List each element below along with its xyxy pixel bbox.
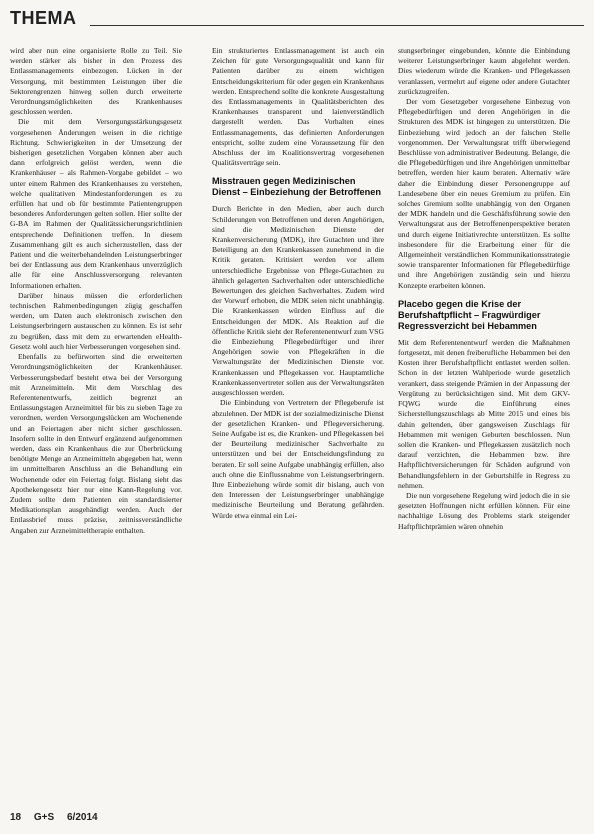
paragraph: Durch Berichte in den Medien, aber auch durch Schilderungen von Betroffenen und deren Angehörigen, sind die Medizinischen Dienste der Krankenversicherung (MDK), ihre Gutachten und ihre Beteiligung an den Krankenkassen zunehmend in die Kritik geraten. Kritisiert werden vor allem unterschiedliche Ergebnisse von Pflege-Gutachten zu ähnlich gelagerten Sachverhalten oder unterschiedliche Bewertungen des gleichen Sachverhaltes. Zudem wird der Vorwurf erhoben, die MDK seien nicht unabhängig. Die Krankenkassen würden Einfluss auf die Entscheidungen der MDK. Als Reaktion auf die öffentliche Kritik sieht der Referentenentwurf zum VSG die Einbeziehung Pflegebedürftiger und ihrer Angehörigen sowie von Pflegekräften in die Verwaltungsräte der Medizinischen Dienste vor. Krankenkassen und Pflegekassen vor. Hauptamtliche Krankenkassenvertreter sollen aus der Verwaltungsräten ausgeschlossen werden. <box>212 204 384 398</box>
section-heading: Misstrauen gegen Medizinischen Dienst – Einbeziehung der Betroffenen <box>212 176 381 198</box>
magazine-name: G+S <box>33 812 55 823</box>
paragraph: Der vom Gesetzgeber vorgesehene Einbezug von Pflegebedürftigen und deren Angehörigen in die Strukturen des MDK ist hingegen zu unterstützen. Die Einbeziehung wird jedoch an der falschen Stelle vorgenommen. Der Verwaltungsrat trifft überwiegend Beschlüsse von administrativer Bedeutung. Belange, die die Pflegebedürftigen und ihre Angehörigen unmittelbar betreffen, werden hier kaum beraten. Alternativ wäre daher die Einbindung dieser Personengruppe auf Landesebene über ein neues Gremium zu prüfen. Ein solches Gremium sollte unabhängig von den Organen der MDK handeln und die Geschäftsführung sowie den Verwaltungsrat aus der Betroffenenperspektive beraten und durch eigene Initiativrechte unterstützen. Es sollte insbesondere für die Erarbeitung einer für die Allgemeinheit verständlichen Kommunikationsstrategie sowie transparenter Informationen für Pflegebedürftige und ihre Angehörigen zuständig sein und hierzu Konzepte erarbeiten können. <box>398 97 570 290</box>
paragraph: Die mit dem Versorgungsstärkungsgesetz vorgesehenen Änderungen weisen in die richtige Richtung. Schwierigkeiten in der Umsetzung der bisherigen gesetzlichen Vorgaben können aber auch dann erfolgreich gelöst werden, wenn die Krankenhäuser – als Rahmen-Vorgabe gebildet – wo unter einem Rahmen des Krankenhauses zu verstehen, welche qualitativen Mindestanforderungen es zu erfüllen hat und ob für bestimmte Patientengruppen besonderes Anforderungen gelten sollen. Hier sollte der G-BA im Rahmen der Qualitätssicherungsrichtlinien entsprechende Definitionen treffen. In diesem Zusammenhang gilt es auch sicherzustellen, dass der Patient und die weiterbehandelnden Leistungserbringer bei der Entlassung aus dem Krankenhaus unverzüglich alle für eine Anschlussversorgung relevanten Informationen erhalten. <box>10 117 182 290</box>
issue-number: 6/2014 <box>66 812 98 823</box>
column-3 <box>398 46 570 532</box>
paragraph: Die nun vorgesehene Regelung wird jedoch die in sie gesetzten Hoffnungen nicht erfüllen können. Für eine nachhaltige Lösung des Problems stark steigender Haftpflichtprämien wären ohnehin <box>398 490 570 531</box>
page-footer <box>10 812 584 826</box>
paragraph: stungserbringer eingebunden, könnte die Einbindung weiterer Leistungserbringer kaum abgelehnt werden. Dies wiederum würde die Kranken- und Pflegekassen veranlassen, vermehrt auf eigene oder andere Gutachter zurückzugreifen. <box>398 46 570 96</box>
page-header <box>10 8 584 30</box>
paragraph: Darüber hinaus müssen die erforderlichen technischen Rahmenbedingungen zügig geschaffen werden, um Daten auch elektronisch zwischen den Leistungserbringern austauschen zu können. Es ist sehr zu begrüßen, dass mit dem zu erwartenden eHealth-Gesetz wohl auch hier Verbesserungen vorgesehen sind. <box>10 290 182 351</box>
section-heading: Placebo gegen die Krise der Berufshaftpflicht – Fragwürdiger Regressverzicht bei Hebammen <box>398 298 541 331</box>
paragraph: wird aber nun eine organisierte Rolle zu Teil. Sie werden stärker als bisher in den Prozess des Entlassmanagements einbezogen. Lücken in der Versorgung, mit bestimmten Leistungen über die Sektorengrenzen hinweg sollen durch erweiterte Verordnungsmöglichkeiten des Krankenhauses geschlossen werden. <box>10 46 182 117</box>
header-rule <box>90 25 584 26</box>
column-1 <box>10 46 182 536</box>
paragraph: Die Einbindung von Vertretern der Pflegeberufe ist abzulehnen. Der MDK ist der sozialmedizinische Dienst der gesetzlichen Kranken- und Pflegeversicherung. Seine Aufgabe ist es, die Kranken- und Pflegekassen bei der Beurteilung medizinischer Sachverhalte zu unterstützen und bei der Entscheidungsfindung zu beraten. Er soll seine Aufgabe unabhängig erfüllen, also auch ohne die Einflussnahme von Leistungserbringern. Ihre Einbeziehung würde somit dir bislang, auch von den Interessen der Leistungserbringer unabhängige medizinische Beurteilung und Beratung gefährden. Würde etwa einmal ein Lei- <box>212 398 384 520</box>
section-title: THEMA <box>10 8 77 28</box>
paragraph: Ein strukturiertes Entlassmanagement ist auch ein Zeichen für gute Versorgungsqualität und kann für Patienten darüber zu einem wichtigen Entscheidungskriterium für oder gegen ein Krankenhaus werden. Entsprechend sollte die konkrete Ausgestaltung des Entlassmanagements in Qualitätsberichten des Krankenhauses transparent und laienverständlich dargestellt werden. Das Vorhalten eines Entlassmanagements, das definierten Anforderungen entspricht, sollte zudem eine Voraussetzung für den Abschluss der im Koalitionsvertrag vorgesehenen Qualitätsverträge sein. <box>212 46 384 168</box>
paragraph: Ebenfalls zu befürworten sind die erweiterten Verordnungsmöglichkeiten der Krankenhäuser. Verbesserungsbedarf besteht etwa bei der Versorgung mit Arzneimitteln. Mit dem Vorschlag des Referentenentwurfs, zeitlich begrenzt an Entlassungstagen Arzneimittel für bis zu sieben Tage zu verordnen, werden Versorgungslücken am Wochenende und an Feiertagen aber nicht sicher geschlossen. Insofern sollte in den Entwurf ergänzend aufgenommen werden, dass ein Krankenhaus die zur Überbrückung benötigte Menge an Arzneimitteln abgegeben hat, wenn im unmittelbaren Anschluss an die Behandlung ein Wochenende oder ein Feiertag folgt. Bislang sieht das Apothekengesetz hier nur eine Kann-Regelung vor. Zudem sollte dem Patienten ein standardisierter Medikationsplan ausgehändigt werden. Auch der Entlassbrief muss präzise, zeitnissverständliche Angaben zur Arzneimitteltherapie enthalten. <box>10 352 182 535</box>
column-2 <box>212 46 384 521</box>
paragraph: Mit dem Referentenentwurf werden die Maßnahmen fortgesetzt, mit denen freiberufliche Hebammen bei den Kosten ihrer Berufshaftpflicht entlastet werden sollen. Schon in der letzten Wahlperiode wurde gesetzlich verankert, dass steigende Prämien in der Anpassung der Vergütung zu berücksichtigen sind. Mit dem GKV-FQWG wurde die Einführung eines Sicherstellungszuschlags ab Mitte 2015 und eines bis dahin geltenden, über gangsweisen Zuschlags für Hebammen mit wenigen Geburten beschlossen. Nun sollen die Kranken- und Pflegekassen zusätzlich noch darauf verzichten, die Hebammen bzw. ihre Haftpflichtversicherungen für Schäden aufgrund von Behandlungsfehlern in der Geburtshilfe in Regress zu nehmen. <box>398 337 570 490</box>
page-number: 18 <box>10 812 22 823</box>
